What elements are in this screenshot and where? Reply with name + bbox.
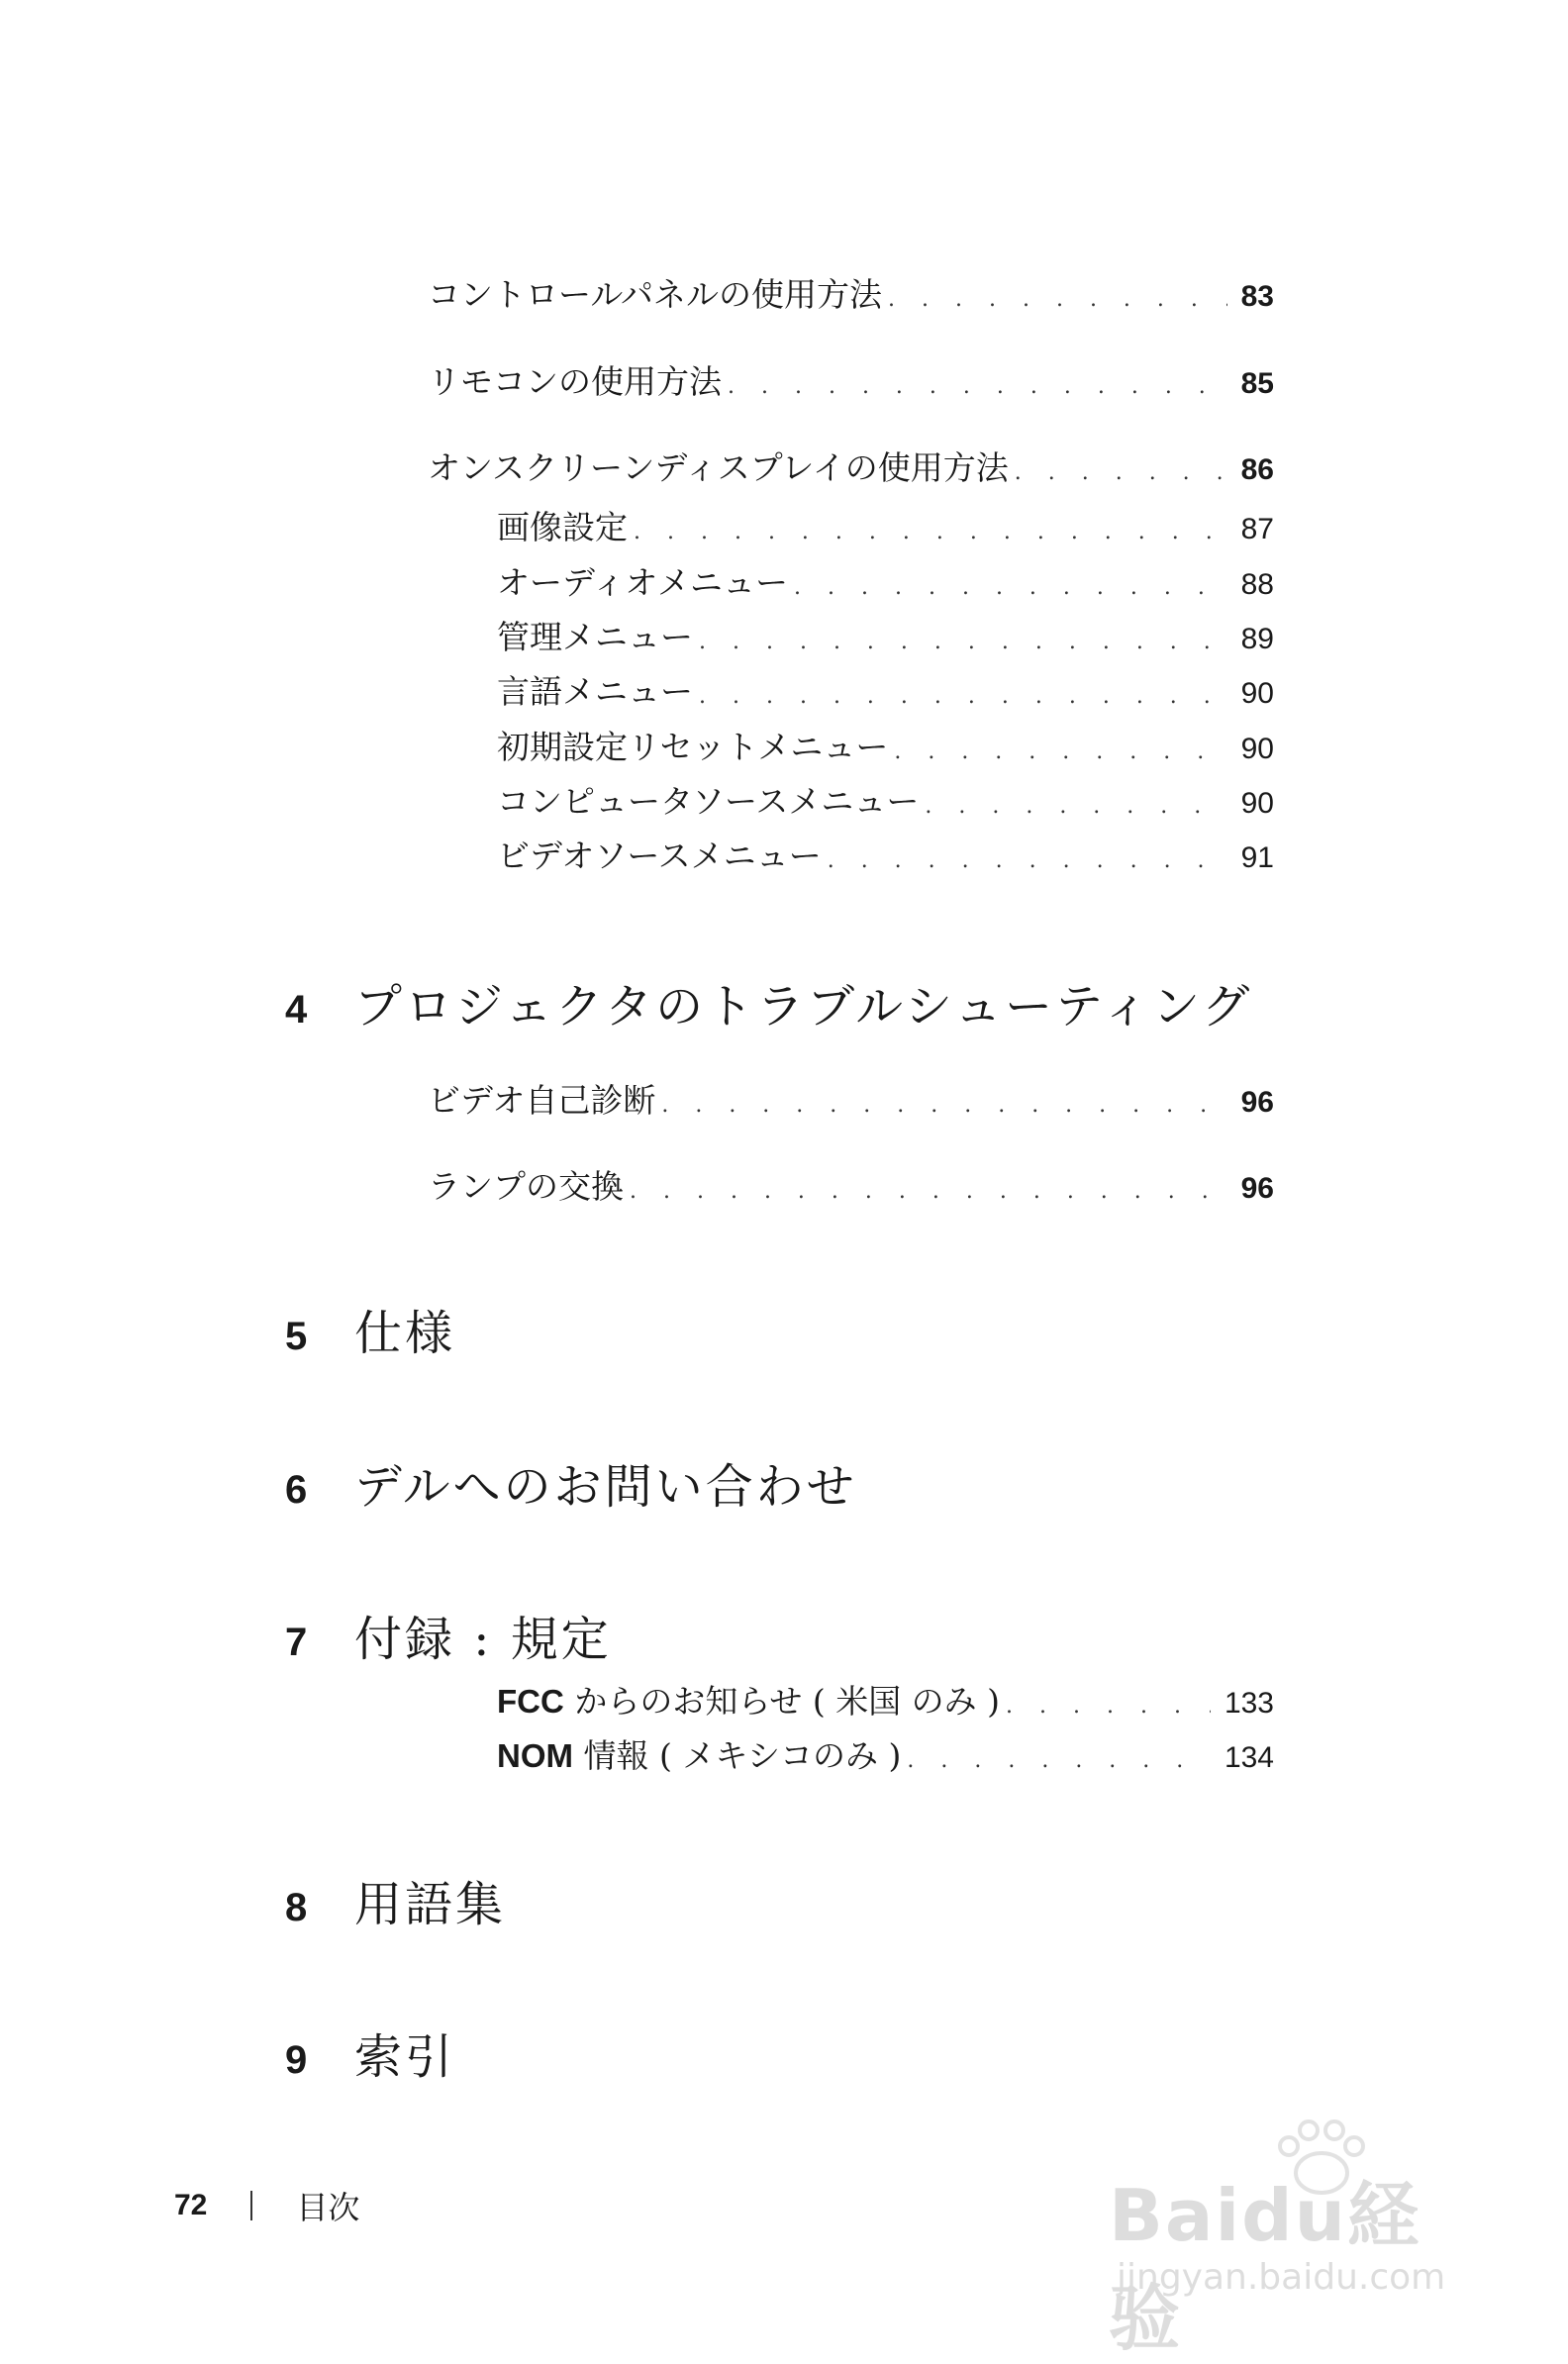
toc-entry-page: 86 [1240, 453, 1274, 486]
baidu-watermark [1109, 2118, 1475, 2360]
toc-entry-page: 90 [1240, 787, 1274, 820]
toc-entry-title [497, 1730, 901, 1777]
dot-leader [1015, 460, 1227, 485]
dot-leader [699, 630, 1227, 654]
toc-entry-page: 90 [1240, 677, 1274, 710]
dot-leader [728, 374, 1227, 399]
chapter-heading-6[interactable] [285, 1448, 857, 1517]
toc-entry-title: リモコンの使用方法 [428, 362, 722, 401]
toc-entry-page: 91 [1240, 841, 1274, 874]
chapter-title: プロジェクタのトラブルシューティング [354, 979, 1253, 1034]
toc-entry-page: 87 [1240, 513, 1274, 545]
toc-entry-remote[interactable] [428, 356, 1274, 403]
watermark-brand: Baidu経验 [1109, 2174, 1421, 2360]
toc-entry-title: 管理メニュー [497, 618, 693, 656]
toc-entry-page: 85 [1240, 367, 1274, 400]
toc-entry-page: 88 [1240, 568, 1274, 601]
toc-entry-title: 初期設定リセットメニュー [497, 728, 889, 766]
toc-subentry-language-menu[interactable] [497, 666, 1274, 713]
toc-entry-page: 134 [1224, 1741, 1274, 1774]
dot-leader [925, 794, 1226, 819]
toc-entry-page: 90 [1240, 733, 1274, 765]
chapter-number: 6 [285, 1468, 308, 1512]
toc-entry-page: 133 [1224, 1687, 1274, 1720]
toc-entry-title-text: 情報 ( メキシコのみ ) [583, 1736, 902, 1775]
dot-leader [907, 1748, 1211, 1773]
chapter-number: 8 [285, 1886, 308, 1929]
toc-entry-title [497, 1676, 1000, 1723]
chapter-title: デルへのお問い合わせ [354, 1459, 857, 1515]
dot-leader [661, 1093, 1226, 1118]
chapter-heading-4[interactable] [285, 968, 1252, 1036]
toc-entry-title: ビデオソースメニュー [497, 837, 822, 875]
toc-entry-page: 89 [1240, 623, 1274, 655]
dot-leader [634, 520, 1227, 544]
toc-entry-control-panel[interactable] [428, 269, 1274, 316]
dot-leader [888, 287, 1227, 312]
chapter-number: 9 [285, 2038, 308, 2082]
toc-entry-title: オンスクリーンディスプレイの使用方法 [428, 448, 1009, 487]
toc-subentry-computer-source-menu[interactable] [497, 776, 1274, 823]
toc-entry-page: 83 [1240, 280, 1274, 313]
toc-entry-title: オーディオメニュー [497, 563, 789, 602]
toc-entry-osd[interactable] [428, 443, 1274, 489]
chapter-number: 7 [285, 1621, 308, 1664]
footer-page-number: 72 [174, 2189, 208, 2221]
chapter-title: 用語集 [354, 1877, 507, 1932]
toc-entry-title: コンピュータソースメニュー [497, 782, 920, 821]
chapter-title: 仕様 [354, 1306, 456, 1361]
chapter-title: 付録 : 規定 [354, 1612, 612, 1667]
toc-entry-title: コントロールパネルの使用方法 [428, 275, 883, 314]
chapter-heading-8[interactable] [285, 1866, 506, 1934]
chapter-heading-7[interactable] [285, 1601, 612, 1669]
toc-entry-page: 96 [1240, 1172, 1274, 1205]
footer-divider [250, 2191, 252, 2220]
chapter-title: 索引 [354, 2029, 456, 2085]
toc-subentry-video-source-menu[interactable] [497, 831, 1274, 877]
toc-entry-title: ランプの交換 [428, 1167, 624, 1206]
chapter-number: 4 [285, 988, 308, 1032]
footer-section-title: 目次 [296, 2189, 360, 2226]
dot-leader [630, 1179, 1227, 1204]
dot-leader [699, 684, 1227, 709]
toc-subentry-nom-info[interactable] [497, 1730, 1274, 1777]
toc-entry-title: 画像設定 [497, 508, 628, 546]
toc-entry-page: 96 [1240, 1086, 1274, 1119]
chapter-heading-5[interactable] [285, 1295, 455, 1363]
dot-leader [894, 739, 1226, 764]
chapter-heading-9[interactable] [285, 2019, 455, 2087]
toc-entry-prefix: FCC [497, 1683, 564, 1720]
toc-entry-title: 言語メニュー [497, 672, 693, 711]
dot-leader [794, 575, 1227, 600]
toc-entry-title-text: からのお知らせ ( 米国 のみ ) [574, 1682, 1001, 1721]
chapter-number: 5 [285, 1315, 308, 1358]
toc-entry-lamp-replacement[interactable] [428, 1161, 1274, 1208]
dot-leader [828, 848, 1227, 873]
toc-subentry-audio-menu[interactable] [497, 557, 1274, 604]
page-footer [174, 2183, 359, 2228]
dot-leader [1006, 1694, 1211, 1719]
toc-subentry-management-menu[interactable] [497, 612, 1274, 658]
toc-subentry-image-settings[interactable] [497, 502, 1274, 548]
watermark-url: jingyan.baidu.com [1117, 2257, 1446, 2298]
toc-subentry-fcc-notice[interactable] [497, 1676, 1274, 1723]
toc-entry-video-self-test[interactable] [428, 1075, 1274, 1122]
toc-entry-title: ビデオ自己診断 [428, 1081, 656, 1120]
toc-entry-prefix: NOM [497, 1737, 573, 1774]
toc-subentry-factory-reset-menu[interactable] [497, 722, 1274, 768]
